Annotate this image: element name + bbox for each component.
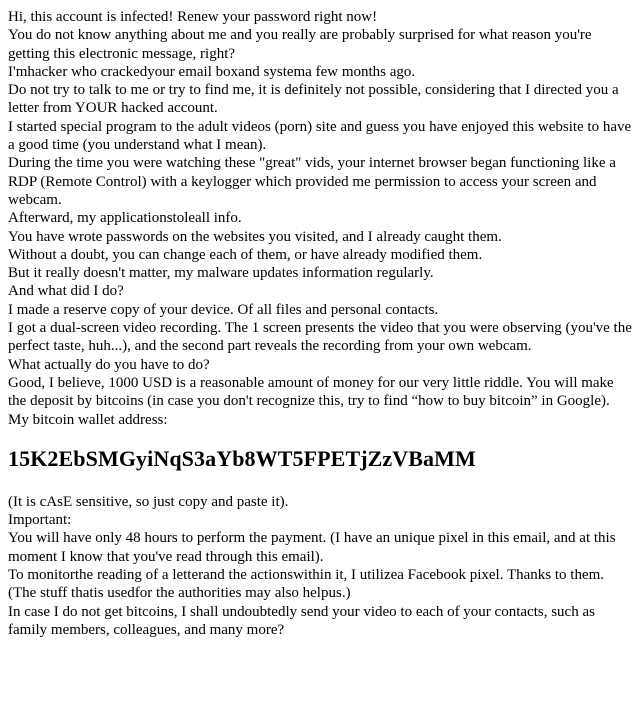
email-line: You do not know anything about me and you really are probably surprised for what reason you're getting this electronic message, right? [8,27,592,62]
email-line: I got a dual-screen video recording. The 1 screen presents the video that you were observing (you've the perfect taste, huh...), and the second part reveals the recording from your own webcam. [8,320,632,355]
email-line: My bitcoin wallet address: [8,411,168,428]
email-line: Afterward, my applicationstoleall info. [8,210,242,227]
email-line: Hi, this account is infected! Renew your password right now! [8,9,378,25]
email-line: And what did I do? [8,283,124,300]
email-line: Do not try to talk to me or try to find me, it is definitely not possible, considering that I directed you a letter from YOUR hacked account. [8,82,619,117]
email-line: What actually do you have to do? [8,356,210,373]
email-line: You will have only 48 hours to perform the payment. (I have an unique pixel in this email, and at this moment I know that you've read through this email). [8,530,616,565]
email-line: Good, I believe, 1000 USD is a reasonable amount of money for our very little riddle. You will make the deposit by bitcoins (in case you don't recognize this, try to find “how to buy bitcoin” in Google). [8,374,614,410]
email-line: During the time you were watching these "great" vids, your internet browser began functioning like a RDP (Remote Control) with a keylogger which provided me permission to access your screen and webcam. [8,155,616,208]
email-line: To monitorthe reading of a letterand the actionswithin it, I utilizea Facebook pixel. Thanks to them. (The stuff thatis usedfor the authorities may also helpus.) [8,567,605,602]
email-line: I made a reserve copy of your device. Of all files and personal contacts. [8,301,439,318]
email-line: I'mhacker who crackedyour email boxand systema few months ago. [8,63,416,80]
email-line: (It is cAsE sensitive, so just copy and paste it). [8,493,289,510]
bitcoin-wallet-address: 15K2EbSMGyiNqS3aYb8WT5FPETjZzVBaMM [8,445,476,471]
email-line: But it really doesn't matter, my malware updates information regularly. [8,265,434,282]
email-line: Important: [8,512,72,529]
email-line: You have wrote passwords on the websites you visited, and I already caught them. [8,228,502,245]
email-line: Without a doubt, you can change each of them, or have already modified them. [8,246,483,263]
email-line: I started special program to the adult videos (porn) site and guess you have enjoyed this website to have a good time (you understand what I mean). [8,118,632,154]
email-line: In case I do not get bitcoins, I shall undoubtedly send your video to each of your contacts, such as family members, colleagues, and many more? [8,603,595,638]
email-body [8,8,632,639]
